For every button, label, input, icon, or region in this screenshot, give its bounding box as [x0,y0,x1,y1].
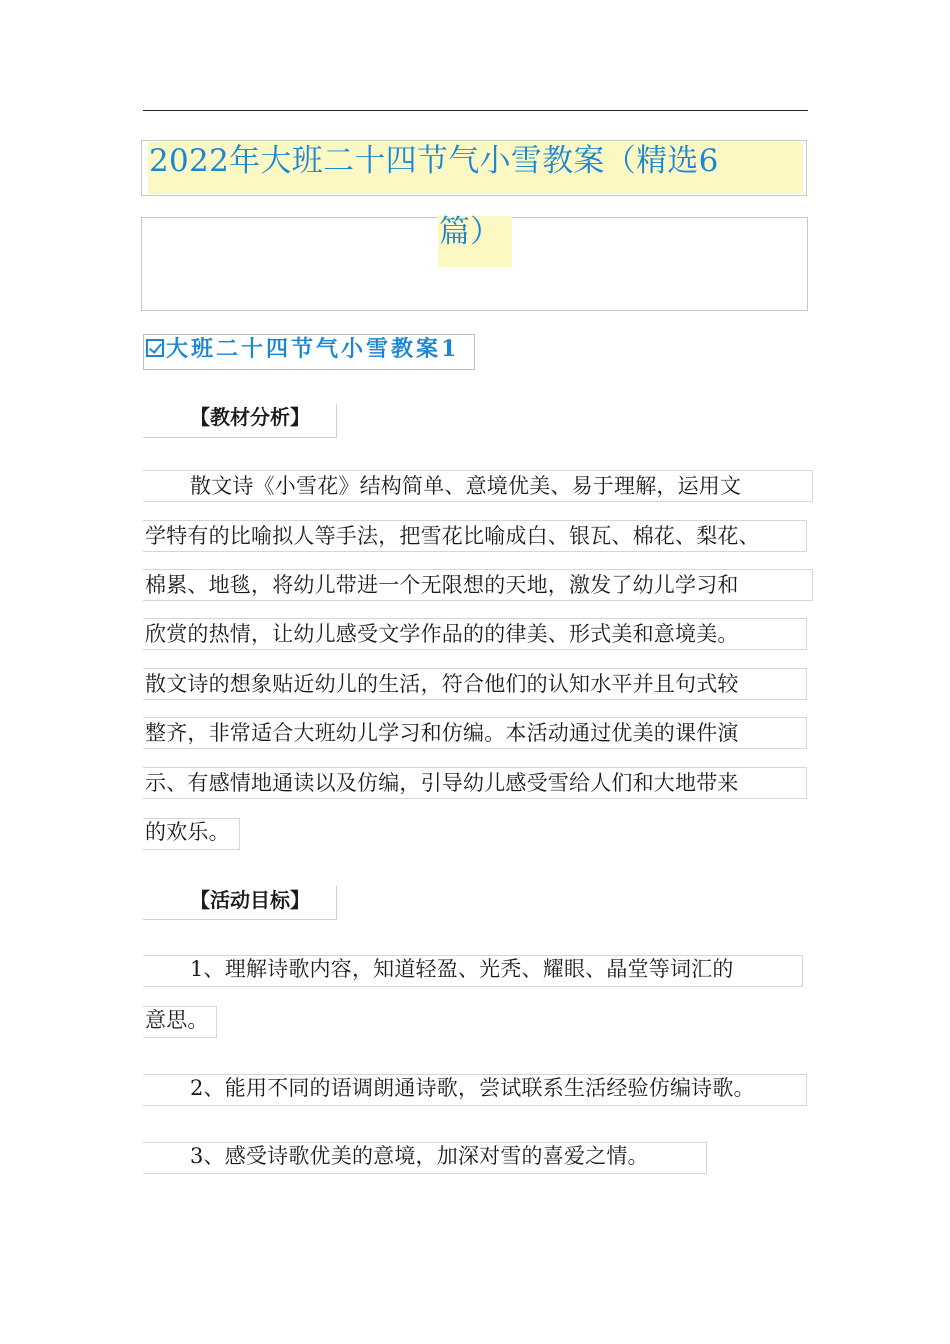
document-title: 2022年大班二十四节气小雪教案（精选6 [149,143,719,179]
paragraph-line: 整齐，非常适合大班幼儿学习和仿编。本活动通过优美的课件演 [145,721,739,745]
checkbox-icon [146,339,164,357]
section-title: 大班二十四节气小雪教案1 [166,336,460,362]
paragraph-line: 的欢乐。 [145,820,230,844]
paragraph-line: 散文诗的想象贴近幼儿的生活，符合他们的认知水平并且句式较 [145,672,739,696]
goal-item: 1、理解诗歌内容，知道轻盈、光秃、耀眼、晶堂等词汇的 [190,957,734,981]
paragraph-line: 散文诗《小雪花》结构简单、意境优美、易于理解，运用文 [190,474,742,498]
goal-item: 意思。 [145,1008,209,1032]
paragraph-line: 欣赏的热情，让幼儿感受文学作品的的律美、形式美和意境美。 [145,622,739,646]
paragraph-line: 示、有感情地通读以及仿编，引导幼儿感受雪给人们和大地带来 [145,771,739,795]
document-title-continued: 篇） [439,214,501,250]
paragraph-line: 学特有的比喻拟人等手法，把雪花比喻成白、银瓦、棉花、梨花、 [145,524,760,548]
paragraph-line: 棉累、地毯，将幼儿带进一个无限想的天地，激发了幼儿学习和 [145,573,739,597]
goal-item: 3、感受诗歌优美的意境，加深对雪的喜爱之情。 [190,1144,649,1168]
top-rule [143,110,808,111]
goal-item: 2、能用不同的语调朗通诗歌，尝试联系生活经验仿编诗歌。 [190,1076,755,1100]
heading-activity-goals: 【活动目标】 [190,888,310,912]
heading-material-analysis: 【教材分析】 [190,405,310,429]
